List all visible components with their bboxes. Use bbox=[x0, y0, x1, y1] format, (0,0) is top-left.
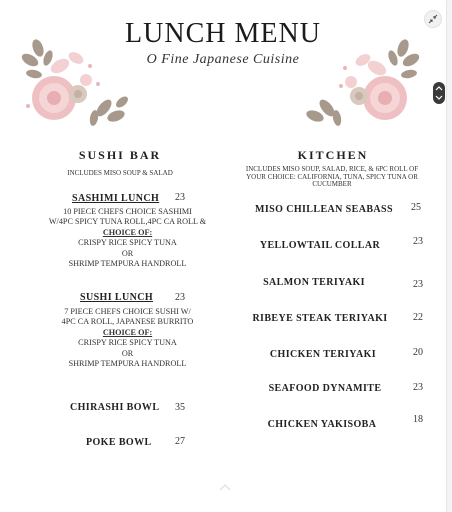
kitchen-item-name: CHICKEN YAKISOBA bbox=[267, 419, 377, 430]
sushi-lunch-description: 7 PIECE CHEFS CHOICE SUSHI W/ 4PC CA ROLL, JAPANESE BURRITO CHOICE OF: CRISPY RICE SPICY TUNA OR SHRIMP TEMPURA HANDROLL bbox=[61, 307, 194, 369]
sashimi-lunch-price: 23 bbox=[175, 192, 185, 203]
kitchen-item-name: SEAFOOD DYNAMITE bbox=[268, 383, 382, 394]
chirashi-bowl-name: CHIRASHI BOWL bbox=[70, 402, 160, 413]
kitchen-item-price: 23 bbox=[413, 382, 423, 393]
kitchen-item-price: 22 bbox=[413, 312, 423, 323]
chirashi-bowl-price: 35 bbox=[175, 402, 185, 413]
kitchen-note: INCLUDES MISO SOUP, SALAD, RICE, & 6PC ROLL OF YOUR CHOICE: CALIFORNIA, TUNA, SPICY TUNA OR CUCUMBER bbox=[245, 165, 419, 189]
sushi-lunch-price: 23 bbox=[175, 292, 185, 303]
kitchen-item-name: RIBEYE STEAK TERIYAKI bbox=[252, 313, 388, 324]
kitchen-item-price: 18 bbox=[413, 414, 423, 425]
kitchen-item-price: 23 bbox=[413, 279, 423, 290]
kitchen-item-name: CHICKEN TERIYAKI bbox=[269, 349, 377, 360]
sushi-lunch-name: SUSHI LUNCH bbox=[80, 292, 154, 303]
floral-right-icon bbox=[305, 38, 420, 126]
page-title: LUNCH MENU bbox=[125, 18, 321, 49]
page-subtitle: O Fine Japanese Cuisine bbox=[146, 52, 300, 67]
kitchen-item-price: 20 bbox=[413, 347, 423, 358]
poke-bowl-price: 27 bbox=[175, 436, 185, 447]
poke-bowl-name: POKE BOWL bbox=[86, 437, 152, 448]
floral-left-icon bbox=[20, 36, 140, 128]
kitchen-heading: KITCHEN bbox=[297, 148, 369, 162]
sushi-bar-note: INCLUDES MISO SOUP & SALAD bbox=[67, 169, 173, 177]
chevron-up-icon[interactable] bbox=[219, 483, 231, 491]
scroll-handle[interactable] bbox=[433, 82, 445, 104]
kitchen-item-name: YELLOWTAIL COLLAR bbox=[259, 240, 381, 251]
sashimi-lunch-description: 10 PIECE CHEFS CHOICE SASHIMI W/4PC SPICY TUNA ROLL,4PC CA ROLL & CHOICE OF: CRISPY RICE SPICY TUNA OR SHRIMP TEMPURA HANDROLL bbox=[48, 207, 207, 269]
kitchen-item-price: 23 bbox=[413, 236, 423, 247]
scrollbar-track[interactable] bbox=[446, 0, 452, 512]
collapse-arrows-icon bbox=[428, 14, 438, 24]
sushi-bar-heading: SUSHI BAR bbox=[78, 148, 162, 162]
kitchen-item-price: 25 bbox=[411, 202, 421, 213]
kitchen-item-name: MISO CHILLEAN SEABASS bbox=[255, 204, 393, 215]
kitchen-item-name: SALMON TERIYAKI bbox=[263, 277, 365, 288]
scroll-updown-icon bbox=[435, 85, 443, 101]
sashimi-lunch-name: SASHIMI LUNCH bbox=[72, 193, 160, 204]
collapse-button[interactable] bbox=[424, 10, 442, 28]
